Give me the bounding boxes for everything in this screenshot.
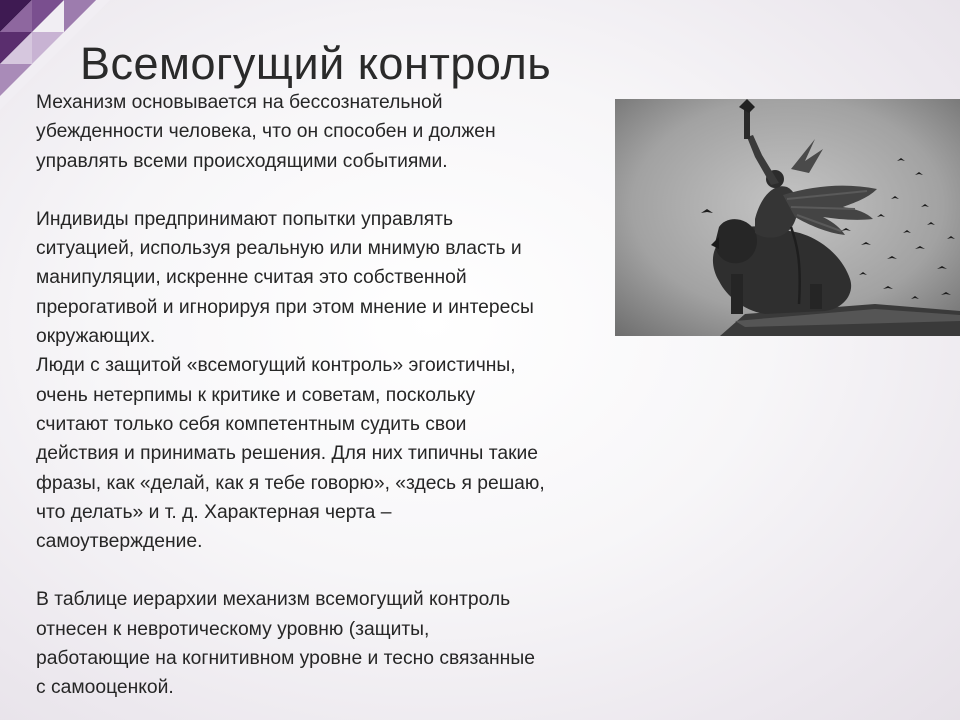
paragraph-people: Люди с защитой «всемогущий контроль» эгоистичны, очень нетерпимы к критике и советам, поскольку считают только себя компетентным судить свои действия и принимать решения. Для них типичны такие фразы, как «делай, как я тебе говорю», «здесь я решаю, что делать» и т. д. Характерная черта – самоутверждение. <box>36 355 545 553</box>
paragraph-hierarchy: В таблице иерархии механизм всемогущий контроль отнесен к невротическому уровню (защиты, работающие на когнитивном уровне и тесно связанные с самооценкой. <box>36 589 535 699</box>
paragraph-mechanism: Механизм основывается на бессознательной убежденности человека, что он способен и должен управлять всеми происходящими событиями. <box>36 92 496 172</box>
slide-body <box>36 88 616 703</box>
paragraph-individuals: Индивиды предпринимают попытки управлять ситуацией, используя реальную или мнимую власть и манипуляции, искренне считая это собственной прерогативой и игнорируя при этом мнение и интересы окружающих. <box>36 208 534 348</box>
statue-photo <box>615 99 960 336</box>
slide-title: Всемогущий контроль <box>80 38 552 89</box>
